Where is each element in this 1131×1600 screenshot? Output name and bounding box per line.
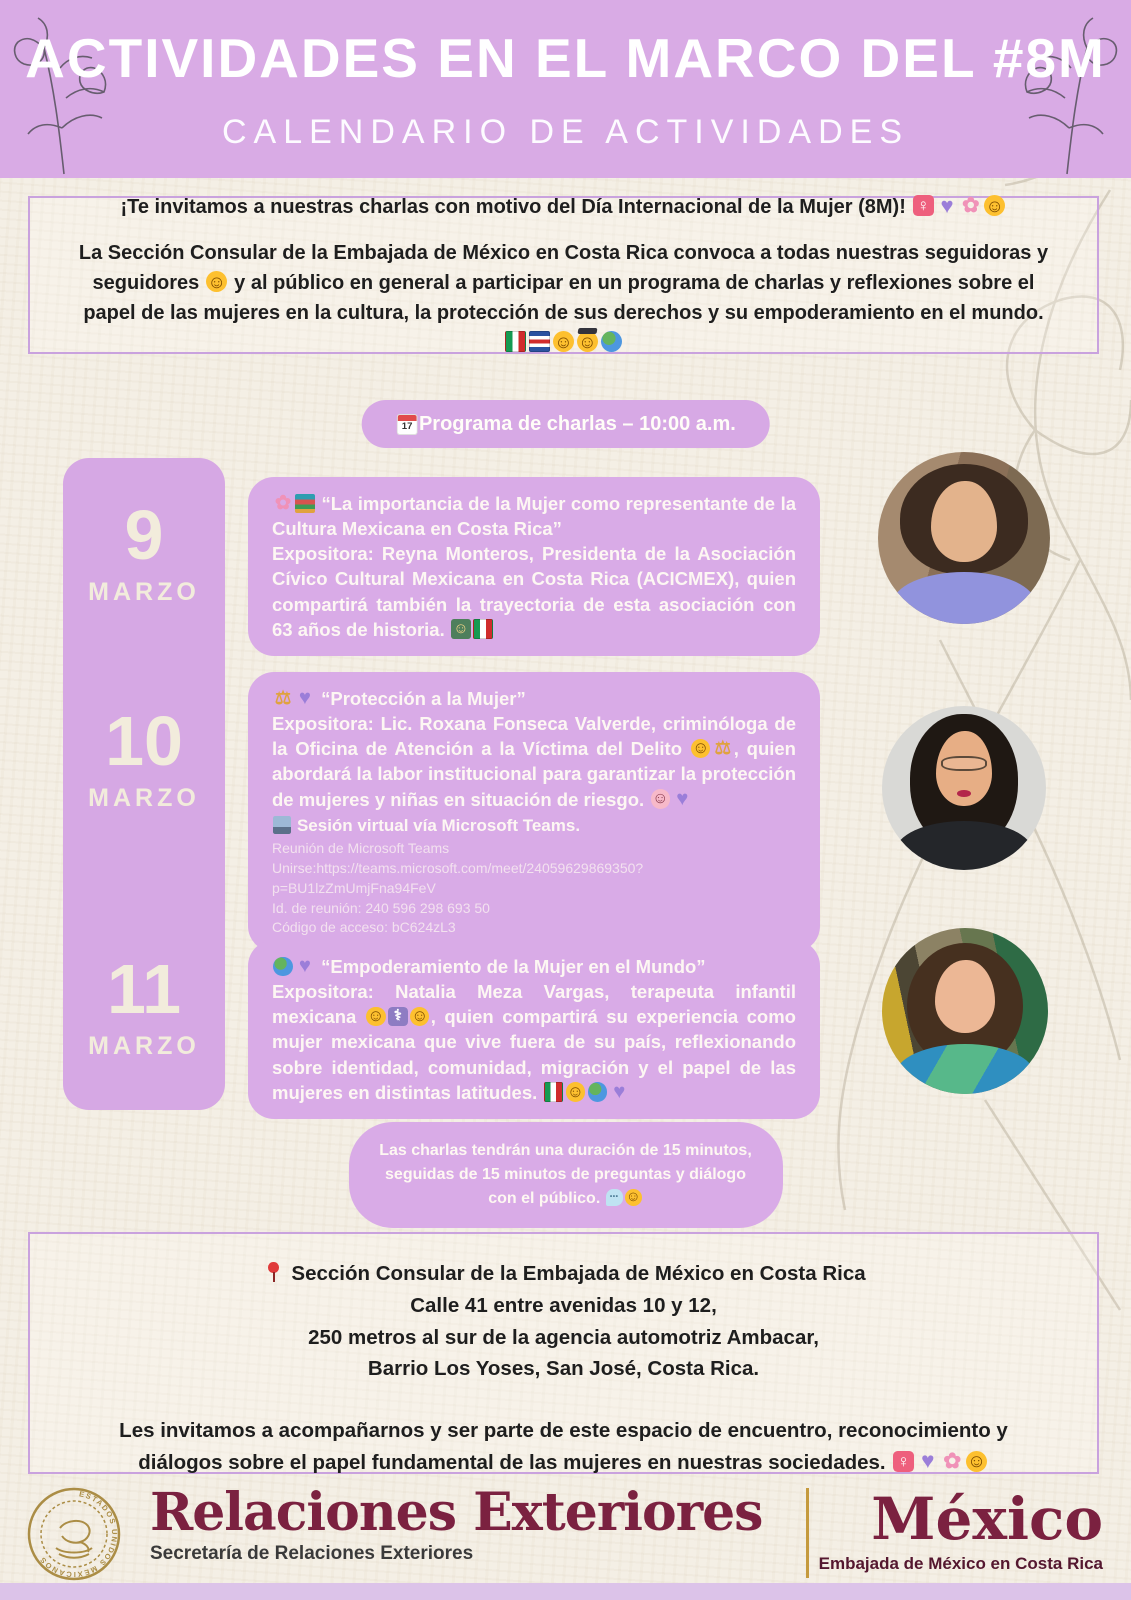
blossom-icon xyxy=(960,195,981,216)
text-run: “La importancia de la Mujer como representante de la Cultura Mexicana en Costa Rica” xyxy=(272,493,796,540)
mexico-wordmark-subtitle: Embajada de México en Costa Rica xyxy=(818,1554,1103,1573)
page-title: ACTIVIDADES EN EL MARCO DEL #8M xyxy=(25,27,1106,89)
medical-icon xyxy=(388,1007,407,1026)
footer-divider xyxy=(806,1488,809,1578)
purple-heart-icon xyxy=(295,689,314,708)
woman-icon xyxy=(966,1451,988,1473)
text-run: Sesión virtual vía Microsoft Teams. xyxy=(292,815,581,835)
books-icon xyxy=(295,494,314,513)
text-run: Programa de charlas – 10:00 a.m. xyxy=(418,412,736,435)
purple-heart-icon xyxy=(937,195,958,216)
sre-wordmark-subtitle: Secretaría de Relaciones Exteriores xyxy=(150,1542,474,1564)
date-month: MARZO xyxy=(88,784,200,812)
bottom-accent-strip xyxy=(0,1583,1131,1600)
date-month: MARZO xyxy=(88,578,200,606)
portrait-torso xyxy=(895,821,1033,870)
blossom-icon xyxy=(941,1451,963,1473)
meeting-line: Reunión de Microsoft Teams xyxy=(272,839,450,856)
flag-mx-icon xyxy=(544,1082,563,1101)
globe-icon xyxy=(601,331,622,352)
meeting-join-link[interactable]: Unirse:https://teams.microsoft.com/meet/24059629869350? xyxy=(272,859,644,876)
calendar-icon xyxy=(397,414,418,435)
text-run: Sección Consular de la Embajada de México en Costa Rica xyxy=(285,1262,866,1285)
text-run: , quien compartirá su experiencia como mujer mexicana que vive fuera de su país, reflexionando sobre identidad, comunidad, migración y el papel de las mujeres en distintas latitudes. xyxy=(272,1006,796,1103)
globe-icon xyxy=(588,1082,607,1101)
female-sign-icon xyxy=(913,195,934,216)
event-title xyxy=(272,954,796,979)
pin-icon xyxy=(263,1262,285,1284)
event-body xyxy=(272,979,796,1105)
woman-icon xyxy=(566,1082,585,1101)
teacher-icon xyxy=(451,619,470,638)
flag-mx-icon xyxy=(473,619,492,638)
location-street: Calle 41 entre avenidas 10 y 12, xyxy=(410,1293,717,1317)
seal-text: ESTADOS UNIDOS MEXICANOS xyxy=(37,1489,120,1580)
text-run: Les invitamos a acompañarnos y ser parte de este espacio de encuentro, reconocimiento y diálogos sobre el papel fundamental de las mujeres en nuestras sociedades. xyxy=(119,1419,1008,1474)
flag-mx-icon xyxy=(505,331,526,352)
woman-icon xyxy=(553,331,574,352)
globe-icon xyxy=(273,957,292,976)
text-run: Expositora: Lic. Roxana Fonseca Valverde, criminóloga de la Oficina de Atención a la Víctima del Delito xyxy=(272,713,796,760)
text-run: La Sección Consular de la Embajada de México en Costa Rica convoca a todas nuestras seguidoras y seguidores xyxy=(78,242,1049,294)
speaker-photo-reyna-monteros xyxy=(878,452,1050,624)
female-sign-icon xyxy=(893,1451,915,1473)
date-march-11 xyxy=(63,950,225,1061)
date-day: 10 xyxy=(105,702,183,780)
text-run: “Protección a la Mujer” xyxy=(315,688,526,709)
purple-heart-icon xyxy=(610,1082,629,1101)
portrait-torso xyxy=(892,572,1037,624)
event-card-march-11 xyxy=(248,940,820,1119)
woman-icon xyxy=(206,271,227,292)
blossom-icon xyxy=(273,494,292,513)
woman-icon xyxy=(691,739,710,758)
date-day: 11 xyxy=(107,950,181,1028)
scales-icon xyxy=(713,739,732,758)
program-badge xyxy=(361,400,770,448)
mexico-coat-of-arms-seal xyxy=(26,1486,122,1582)
event-card-march-10 xyxy=(248,672,820,952)
location-city: Barrio Los Yoses, San José, Costa Rica. xyxy=(367,1357,760,1381)
laptop-icon xyxy=(273,816,291,834)
date-rail xyxy=(63,458,225,1110)
event-title xyxy=(272,491,796,541)
portrait-face xyxy=(935,960,995,1033)
woman-icon xyxy=(410,1007,429,1026)
text-run: “Empoderamiento de la Mujer en el Mundo” xyxy=(315,956,706,977)
page-subtitle: CALENDARIO DE ACTIVIDADES xyxy=(221,113,909,151)
sre-wordmark: Relaciones Exteriores xyxy=(150,1482,763,1543)
speech-icon xyxy=(606,1189,623,1206)
speaker-photo-roxana-fonseca xyxy=(882,706,1046,870)
text-run: y al público en general a participar en un programa de charlas y reflexiones sobre el papel de las mujeres en la cultura, la protección de sus derechos y su empoderamiento en el mundo. xyxy=(83,272,1044,324)
date-march-10 xyxy=(63,702,225,813)
mexico-wordmark: México xyxy=(871,1485,1103,1553)
portrait-face xyxy=(931,481,996,562)
text-run: , quien abordará la labor institucional para garantizar la protección de mujeres y niñas en situación de riesgo. xyxy=(272,738,796,810)
closing-invitation xyxy=(76,1415,1051,1479)
woman-grad-icon xyxy=(577,331,598,352)
woman-icon xyxy=(984,195,1005,216)
meeting-join-link-2[interactable]: p=BU1lzZmUmjFna94FeV xyxy=(272,879,436,896)
sre-wordmark-block xyxy=(150,1482,763,1565)
text-run: Las charlas tendrán una duración de 15 minutos, seguidas de 15 minutos de preguntas y diálogo con el público. xyxy=(379,1142,752,1207)
flag-cr-icon xyxy=(529,331,550,352)
intro-paragraph-2 xyxy=(74,238,1053,358)
event-title xyxy=(272,686,796,711)
event-body xyxy=(272,541,796,642)
purple-heart-icon xyxy=(673,789,692,808)
woman-icon xyxy=(366,1007,385,1026)
purple-heart-icon xyxy=(295,957,314,976)
hug-icon xyxy=(651,789,670,808)
date-month: MARZO xyxy=(88,1032,200,1060)
purple-heart-icon xyxy=(917,1451,939,1473)
date-day: 9 xyxy=(124,496,164,574)
duration-note xyxy=(349,1122,783,1228)
intro-box xyxy=(28,196,1099,354)
scales-icon xyxy=(273,689,292,708)
meeting-access-code: Código de acceso: bC624zL3 xyxy=(272,919,456,936)
header-banner xyxy=(0,0,1131,178)
text-run: ¡Te invitamos a nuestras charlas con motivo del Día Internacional de la Mujer (8M)! xyxy=(120,196,912,218)
session-info xyxy=(272,814,796,837)
footer-brand-bar xyxy=(0,1482,1131,1582)
intro-paragraph-1 xyxy=(74,192,1053,222)
text-run: Expositora: Reyna Monteros, Presidenta de la Asociación Cívico Cultural Mexicana en Costa Rica (ACICMEX), quien compartirá también la trayectoria de esta asociación con 63 años de historia. xyxy=(272,543,796,640)
location-reference: 250 metros al sur de la agencia automotriz Ambacar, xyxy=(308,1325,819,1349)
text-run: Expositora: Natalia Meza Vargas, terapeuta infantil mexicana xyxy=(272,981,796,1028)
portrait-face xyxy=(936,731,992,806)
teams-meeting-details xyxy=(272,839,796,938)
speaker-photo-natalia-meza xyxy=(882,928,1048,1094)
location-box xyxy=(28,1232,1099,1474)
date-march-9 xyxy=(63,496,225,607)
event-card-march-9 xyxy=(248,477,820,656)
woman-icon xyxy=(625,1189,642,1206)
mexico-wordmark-block xyxy=(818,1485,1103,1574)
portrait-torso xyxy=(895,1044,1034,1094)
location-name xyxy=(76,1258,1051,1290)
event-body xyxy=(272,711,796,812)
meeting-id: Id. de reunión: 240 596 298 693 50 xyxy=(272,899,490,916)
